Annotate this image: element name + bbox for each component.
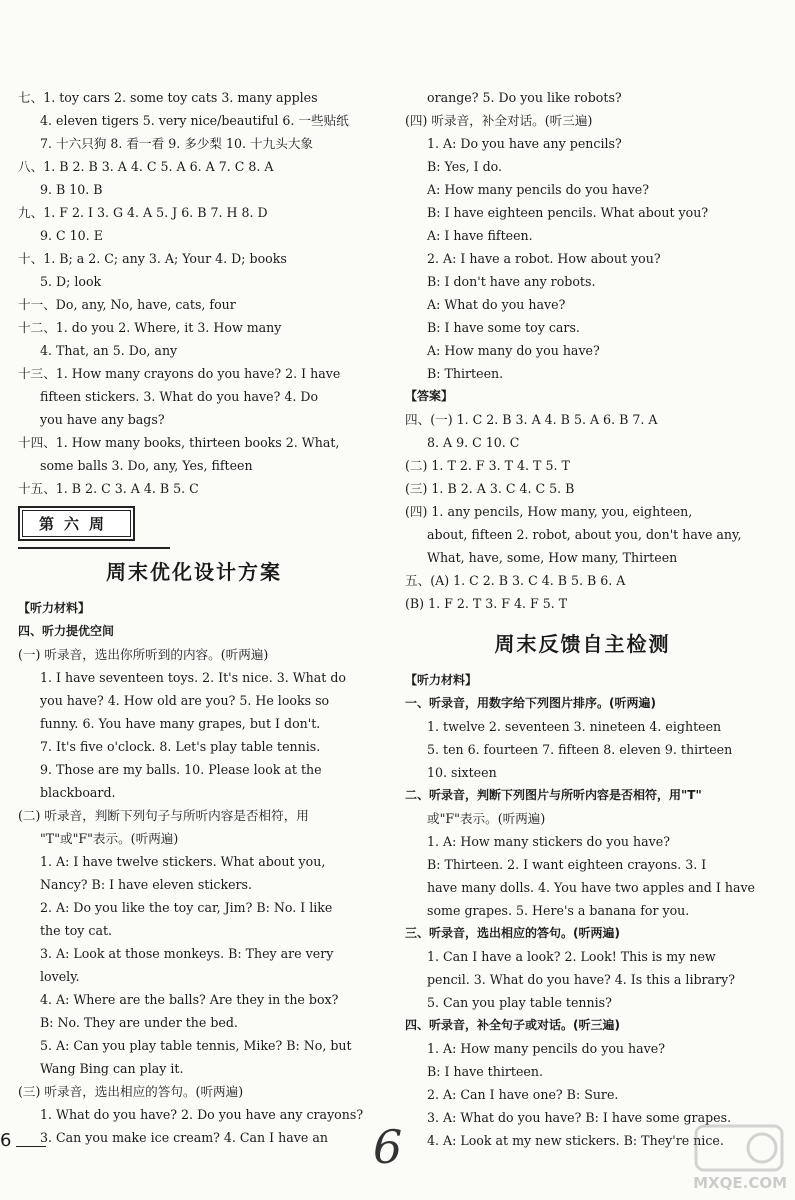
text-line: 8. A 9. C 10. C (427, 435, 520, 450)
text-line: B: Thirteen. 2. I want eighteen crayons. 3. I (427, 857, 707, 872)
text-line: 9. C 10. E (40, 228, 103, 243)
text-line: B: Yes, I do. (427, 159, 503, 174)
text-line: 或"F"表示。(听两遍) (427, 811, 546, 826)
text-line: fifteen stickers. 3. What do you have? 4. Do (40, 389, 319, 404)
text-line: (三) 1. B 2. A 3. C 4. C 5. B (405, 481, 575, 496)
answer-block-top (18, 86, 370, 500)
text-line: A: How many pencils do you have? (427, 182, 649, 197)
text-line: 十、1. B; a 2. C; any 3. A; Your 4. D; books (18, 251, 287, 266)
text-line: 1. A: How many pencils do you have? (427, 1041, 665, 1056)
text-line: B: I have thirteen. (427, 1064, 543, 1079)
text-line: have many dolls. 4. You have two apples and I have (427, 880, 756, 895)
text-line: B: I have some toy cars. (427, 320, 580, 335)
text-line: 2. A: Do you like the toy car, Jim? B: No. I like (40, 900, 333, 915)
text-line: (二) 听录音，判断下列句子与所听内容是否相符，用 (18, 808, 309, 823)
text-line: 7. 十六只狗 8. 看一看 9. 多少梨 10. 十九头大象 (40, 136, 314, 151)
text-line: pencil. 3. What do you have? 4. Is this a library? (427, 972, 735, 987)
text-line: 十五、1. B 2. C 3. A 4. B 5. C (18, 481, 199, 496)
text-line: B: I don't have any robots. (427, 274, 596, 289)
text-line: some grapes. 5. Here's a banana for you. (427, 903, 690, 918)
text-line: the toy cat. (40, 923, 113, 938)
text-line: 【答案】 (405, 389, 454, 403)
text-line: 5. ten 6. fourteen 7. fifteen 8. eleven 9. thirteen (427, 742, 733, 757)
footer-rule (16, 1146, 46, 1147)
text-line: 2. A: Can I have one? B: Sure. (427, 1087, 619, 1102)
text-line: 十一、Do, any, No, have, cats, four (18, 297, 236, 312)
text-line: 9. B 10. B (40, 182, 103, 197)
text-line: 【听力材料】 (18, 601, 91, 615)
text-line: 1. I have seventeen toys. 2. It's nice. 3. What do (40, 670, 347, 685)
text-line: B: Thirteen. (427, 366, 504, 381)
text-line: 三、听录音，选出相应的答句。(听两遍) (405, 926, 620, 940)
text-line: A: What do you have? (427, 297, 566, 312)
text-line: 9. Those are my balls. 10. Please look at the (40, 762, 322, 777)
text-line: funny. 6. You have many grapes, but I don't. (40, 716, 321, 731)
week-banner-label: 第六周 (22, 510, 131, 537)
text-line: B: I have eighteen pencils. What about you? (427, 205, 709, 220)
text-line: 4. eleven tigers 5. very nice/beautiful 6. 一些贴纸 (40, 113, 349, 128)
text-line: 二、听录音，判断下列图片与所听内容是否相符，用"T" (405, 788, 702, 802)
text-line: 八、1. B 2. B 3. A 4. C 5. A 6. A 7. C 8. A (18, 159, 274, 174)
text-line: 四、(一) 1. C 2. B 3. A 4. B 5. A 6. B 7. A (405, 412, 658, 427)
text-line: 1. Can I have a look? 2. Look! This is my new (427, 949, 716, 964)
text-line: Wang Bing can play it. (40, 1061, 184, 1076)
watermark-logo (692, 1122, 787, 1192)
text-line: 【听力材料】 (405, 673, 478, 687)
text-line: 3. Can you make ice cream? 4. Can I have an (40, 1130, 328, 1145)
text-line: (一) 听录音，选出你所听到的内容。(听两遍) (18, 647, 269, 662)
text-line: 十四、1. How many books, thirteen books 2. What, (18, 435, 340, 450)
text-line: 1. A: Do you have any pencils? (427, 136, 622, 151)
text-line: 5. D; look (40, 274, 102, 289)
handwritten-mark: 6 (373, 1120, 403, 1174)
text-line: (四) 听录音，补全对话。(听三遍) (405, 113, 593, 128)
watermark-text: MXQE.COM (693, 1174, 787, 1192)
dialogue-answer-block (405, 86, 760, 615)
section-title-plan: 周末优化设计方案 (106, 560, 282, 584)
text-line: 一、听录音，用数字给下列图片排序。(听两遍) (405, 696, 656, 710)
text-line: (三) 听录音，选出相应的答句。(听两遍) (18, 1084, 244, 1099)
text-line: orange? 5. Do you like robots? (427, 90, 622, 105)
text-line: 十三、1. How many crayons do you have? 2. I have (18, 366, 341, 381)
text-line: 3. A: Look at those monkeys. B: They are very (40, 946, 334, 961)
feedback-material-block (405, 669, 760, 1152)
text-line: 4. A: Look at my new stickers. B: They're nice. (427, 1133, 724, 1148)
text-line: 1. A: How many stickers do you have? (427, 834, 670, 849)
left-column (18, 86, 370, 1149)
text-line: (四) 1. any pencils, How many, you, eighteen, (405, 504, 693, 519)
text-line: 10. sixteen (427, 765, 497, 780)
text-line: Nancy? B: I have eleven stickers. (40, 877, 253, 892)
text-line: 4. A: Where are the balls? Are they in the box? (40, 992, 339, 1007)
text-line: 5. Can you play table tennis? (427, 995, 612, 1010)
text-line: 九、1. F 2. I 3. G 4. A 5. J 6. B 7. H 8. D (18, 205, 268, 220)
text-line: "T"或"F"表示。(听两遍) (40, 831, 179, 846)
watermark-badge-icon (692, 1122, 787, 1174)
text-line: 四、听力提优空间 (18, 624, 115, 638)
text-line: 3. A: What do you have? B: I have some grapes. (427, 1110, 732, 1125)
text-line: you have any bags? (40, 412, 165, 427)
text-line: (二) 1. T 2. F 3. T 4. T 5. T (405, 458, 570, 473)
text-line: A: I have fifteen. (427, 228, 533, 243)
text-line: 七、1. toy cars 2. some toy cats 3. many apples (18, 90, 318, 105)
page-number: 6 (0, 1130, 12, 1151)
text-line: 1. What do you have? 2. Do you have any crayons? (40, 1107, 364, 1122)
week-banner (18, 506, 135, 541)
text-line: 1. twelve 2. seventeen 3. nineteen 4. eighteen (427, 719, 722, 734)
text-line: about, fifteen 2. robot, about you, don't have any, (427, 527, 742, 542)
text-line: you have? 4. How old are you? 5. He looks so (40, 693, 330, 708)
section-title-feedback: 周末反馈自主检测 (494, 632, 671, 656)
text-line: lovely. (40, 969, 80, 984)
text-line: What, have, some, How many, Thirteen (427, 550, 678, 565)
text-line: 五、(A) 1. C 2. B 3. C 4. B 5. B 6. A (405, 573, 626, 588)
text-line: 4. That, an 5. Do, any (40, 343, 178, 358)
week-banner-wrap (18, 500, 170, 549)
text-line: 1. A: I have twelve stickers. What about you, (40, 854, 326, 869)
text-line: 5. A: Can you play table tennis, Mike? B: No, but (40, 1038, 352, 1053)
text-line: blackboard. (40, 785, 116, 800)
text-line: (B) 1. F 2. T 3. F 4. F 5. T (405, 596, 568, 611)
listening-material-block (18, 597, 370, 1149)
text-line: A: How many do you have? (427, 343, 600, 358)
text-line: 四、听录音，补全句子或对话。(听三遍) (405, 1018, 620, 1032)
text-line: 十二、1. do you 2. Where, it 3. How many (18, 320, 282, 335)
text-line: 7. It's five o'clock. 8. Let's play table tennis. (40, 739, 321, 754)
text-line: some balls 3. Do, any, Yes, fifteen (40, 458, 253, 473)
right-column (405, 86, 760, 1152)
text-line: B: No. They are under the bed. (40, 1015, 238, 1030)
text-line: 2. A: I have a robot. How about you? (427, 251, 661, 266)
